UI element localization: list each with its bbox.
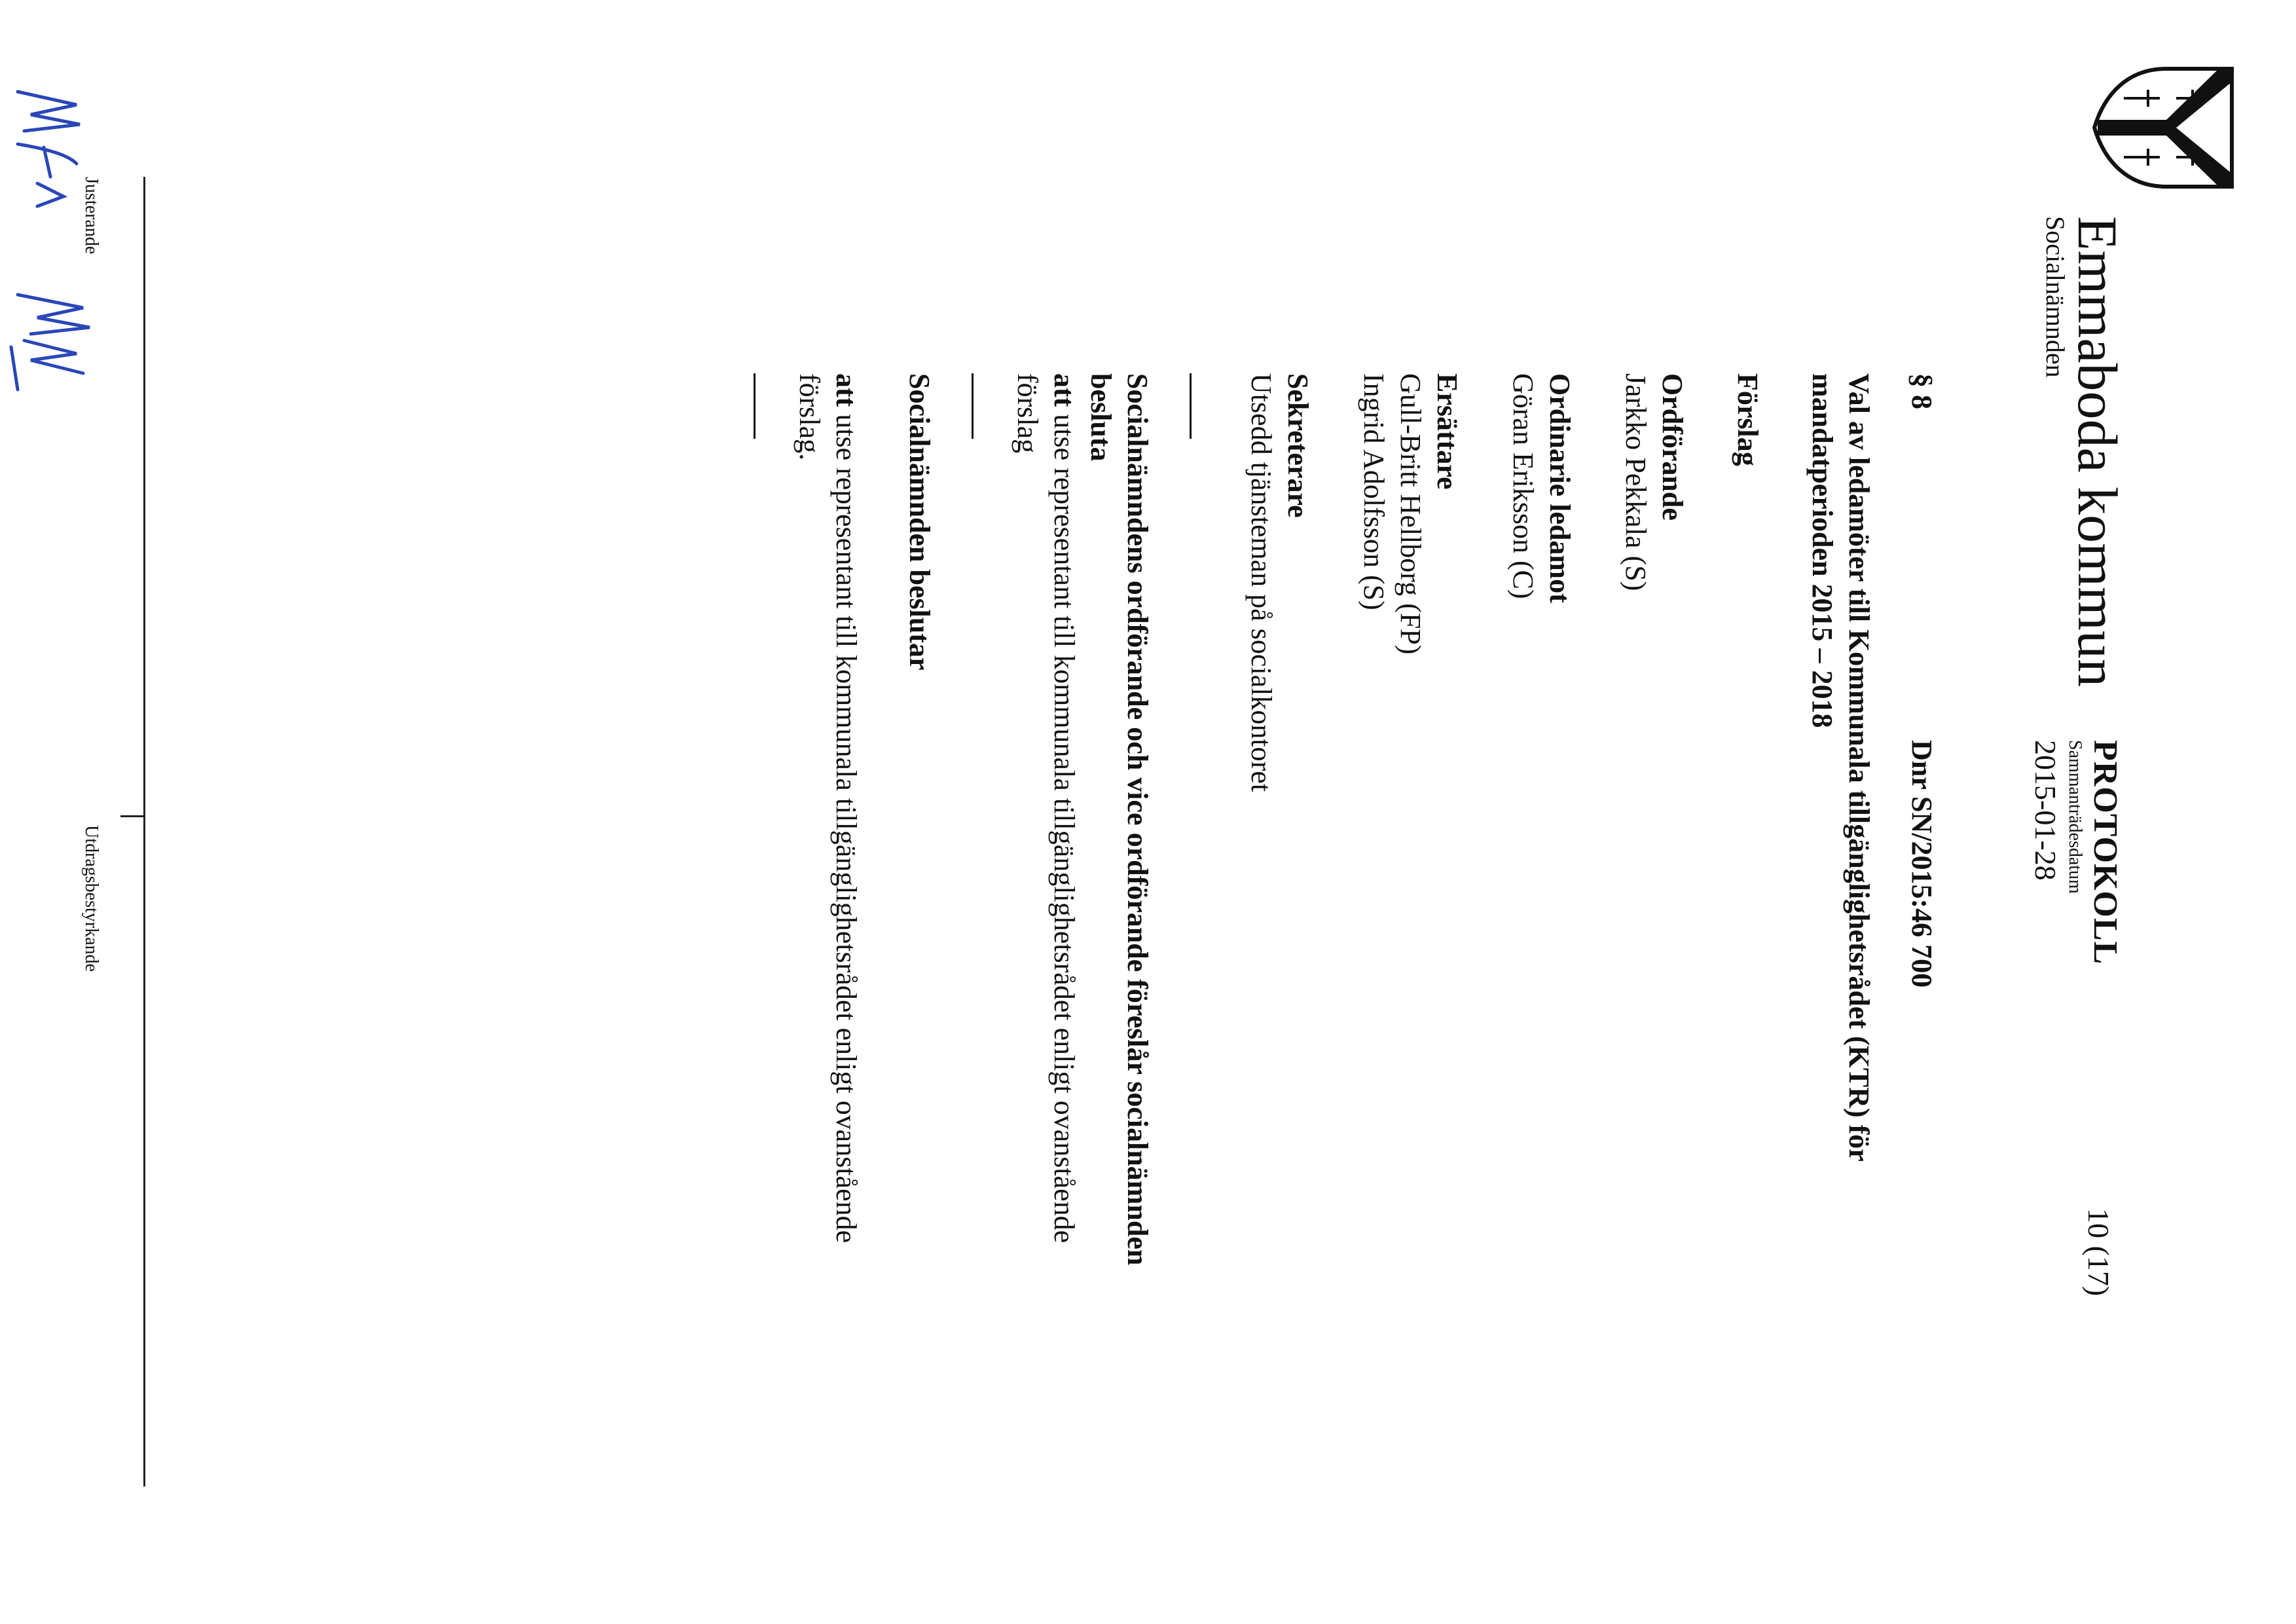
deputies-label: Ersättare (1431, 373, 1463, 490)
recommendation-text (1009, 373, 1082, 1277)
divider (972, 373, 974, 439)
deputy-1: Gull-Britt Hellborg (FP) (1394, 373, 1427, 655)
chair-label: Ordförande (1656, 373, 1688, 521)
decision-text (791, 373, 864, 1277)
att-keyword: att (1048, 373, 1080, 407)
signature-initials-icon (0, 85, 116, 399)
footer-left-label: Justerande (81, 177, 101, 255)
committee-name: Socialnämnden (2041, 216, 2070, 378)
meeting-date-label: Sammanträdesdatum (2065, 740, 2085, 894)
chair-name: Jarkko Pekkala (S) (1620, 373, 1652, 591)
section-title: Val av ledamöter till Kommunala tillgänglighetsrådet (KTR) för mandatperioden 2015 – 2018 (1806, 373, 1875, 1162)
document-type: PROTOKOLL (2086, 740, 2124, 965)
footer-line (143, 177, 145, 1486)
meeting-date: 2015-01-28 (2029, 740, 2062, 881)
member-label: Ordinarie ledamot (1544, 373, 1576, 603)
organization-name: Emmaboda kommun (2066, 216, 2129, 687)
recommendation-heading: Socialnämndens ordförande och vice ordförande föreslår socialnämnden besluta (1085, 373, 1154, 1266)
footer-divider (120, 815, 145, 817)
page-number: 10 (17) (2082, 1208, 2115, 1297)
footer-right-label: Utdragsbestyrkande (81, 825, 101, 972)
divider (754, 373, 756, 439)
member-name: Göran Eriksson (C) (1507, 373, 1539, 599)
decision-body: utse representant till kommunala tillgänglighetsrådet enligt ovanstående förslag. (793, 373, 862, 1244)
deputy-2: Ingrid Adolfsson (S) (1358, 373, 1390, 610)
coat-of-arms-icon (2091, 62, 2238, 193)
recommendation-body: utse representant till kommunala tillgänglighetsrådet enligt ovanstående förslag (1011, 373, 1080, 1244)
proposal-heading: Förslag (1732, 373, 1764, 466)
secretary-name: Utsedd tjänsteman på socialkontoret (1245, 373, 1277, 792)
divider (1190, 373, 1192, 439)
att-keyword: att (830, 373, 862, 407)
case-number: Dnr SN/2015:46 700 (1906, 740, 1938, 988)
decision-heading: Socialnämnden beslutar (903, 373, 936, 671)
secretary-label: Sekreterare (1282, 373, 1314, 518)
paragraph-number: § 8 (1906, 373, 1938, 409)
